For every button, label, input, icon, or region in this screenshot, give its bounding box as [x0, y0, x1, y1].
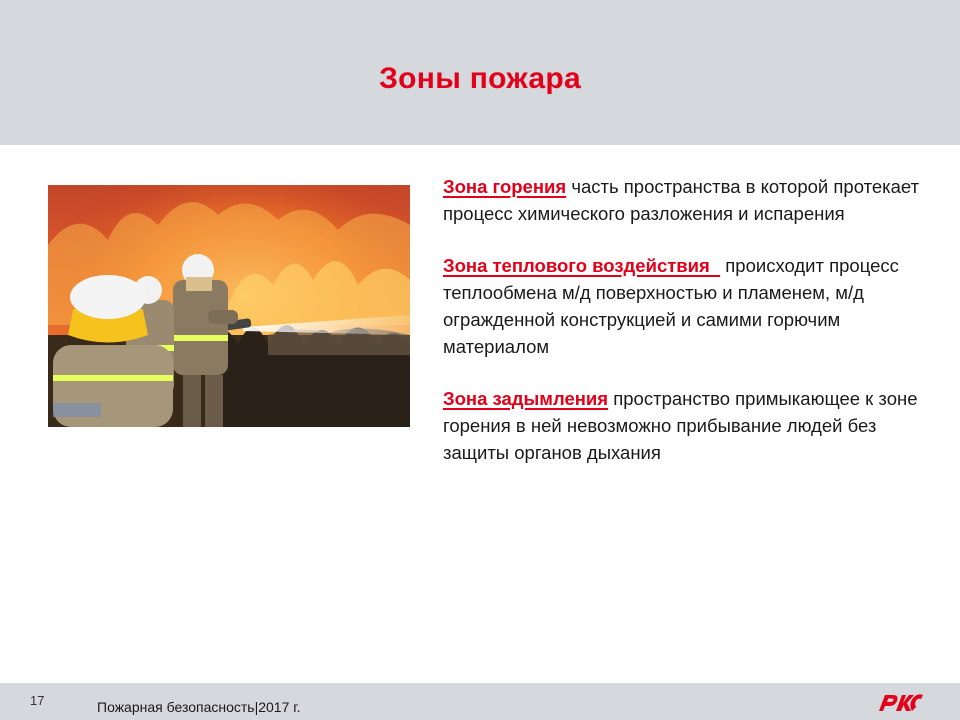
zone-combustion-term: Зона горения: [443, 176, 567, 197]
zone-heat-term: Зона теплового воздействия: [443, 255, 721, 276]
firefighters-photo: [48, 185, 410, 427]
zone-smoke-paragraph: [443, 385, 943, 466]
zone-smoke-term: Зона задымления: [443, 388, 609, 409]
zone-combustion-text: часть пространства в которой протекает процесс химического разложения и испарения: [443, 176, 920, 224]
zone-combustion-paragraph: [443, 173, 943, 227]
zone-heat-paragraph: [443, 252, 943, 360]
footer-text: Пожарная безопасность|2017 г.: [97, 699, 301, 715]
zones-text: [443, 173, 943, 491]
slide-title: Зоны пожара: [379, 62, 581, 95]
page-number: 17: [30, 693, 45, 708]
zone-smoke-text: пространство примыкающее к зоне горения в ней невозможно прибывание людей без защиты органов дыхания: [443, 388, 918, 463]
rzd-logo-icon: [876, 691, 926, 720]
zone-heat-text: происходит процесс теплообмена м/д поверхностью и пламенем, м/д огражденной конструкцией и самими горючим материалом: [443, 255, 899, 357]
